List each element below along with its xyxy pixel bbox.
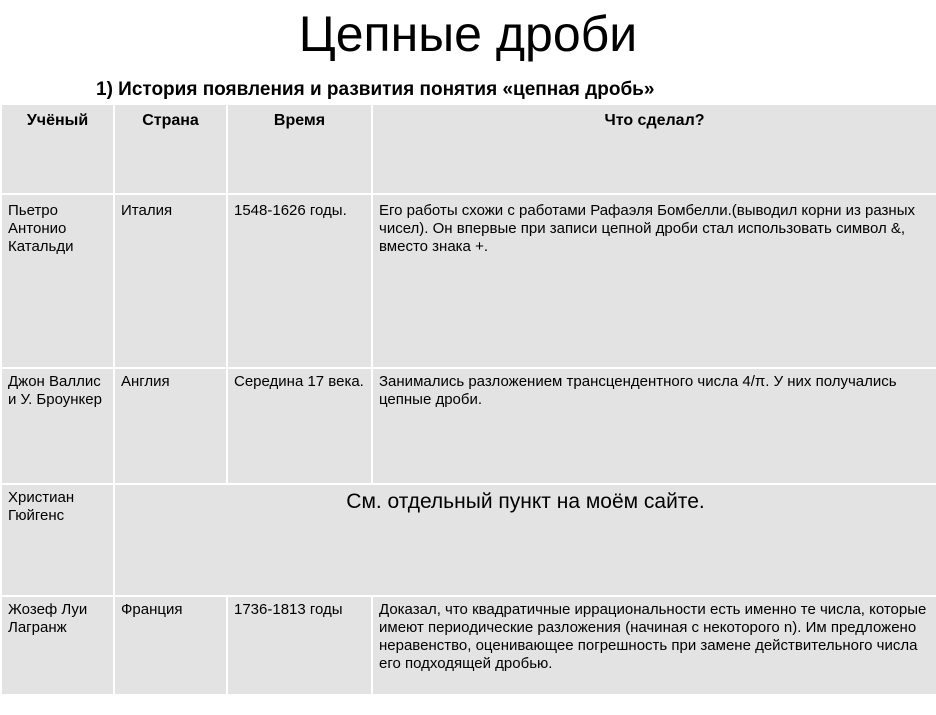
table-row xyxy=(1,194,936,368)
slide-subtitle: 1) История появления и развития понятия «цепная дробь» xyxy=(96,79,655,100)
cell-achievement: Доказал, что квадратичные иррациональности есть именно те числа, которые имеют периодические разложения (начиная с некоторого n). Им предложено неравенство, оценивающее погрешность при замене действительного числа его подходящей дробью. xyxy=(372,596,936,695)
header-time: Время xyxy=(227,104,372,194)
cell-achievement: Его работы схожи с работами Рафаэля Бомбелли.(выводил корни из разных чисел). Он впервые при записи цепной дроби стал использовать символ &, вместо знака +. xyxy=(372,194,936,368)
table-header-row xyxy=(1,104,936,194)
table-row xyxy=(1,596,936,695)
cell-scientist: Пьетро Антонио Катальди xyxy=(1,194,114,368)
header-achievement: Что сделал? xyxy=(372,104,936,194)
cell-scientist: Христиан Гюйгенс xyxy=(1,484,114,596)
table-row xyxy=(1,484,936,596)
cell-scientist: Джон Валлис и У. Броункер xyxy=(1,368,114,484)
cell-country: Италия xyxy=(114,194,227,368)
cell-time: 1736-1813 годы xyxy=(227,596,372,695)
cell-time: Середина 17 века. xyxy=(227,368,372,484)
header-scientist: Учёный xyxy=(1,104,114,194)
header-country: Страна xyxy=(114,104,227,194)
cell-country: Англия xyxy=(114,368,227,484)
scientists-table xyxy=(0,103,936,696)
cell-achievement: Занимались разложением трансцендентного числа 4/π. У них получались цепные дроби. xyxy=(372,368,936,484)
slide-title: Цепные дроби xyxy=(298,6,638,62)
cell-scientist: Жозеф Луи Лагранж xyxy=(1,596,114,695)
cell-merged-note: См. отдельный пункт на моём сайте. xyxy=(114,484,936,596)
cell-time: 1548-1626 годы. xyxy=(227,194,372,368)
cell-country: Франция xyxy=(114,596,227,695)
table-row xyxy=(1,368,936,484)
